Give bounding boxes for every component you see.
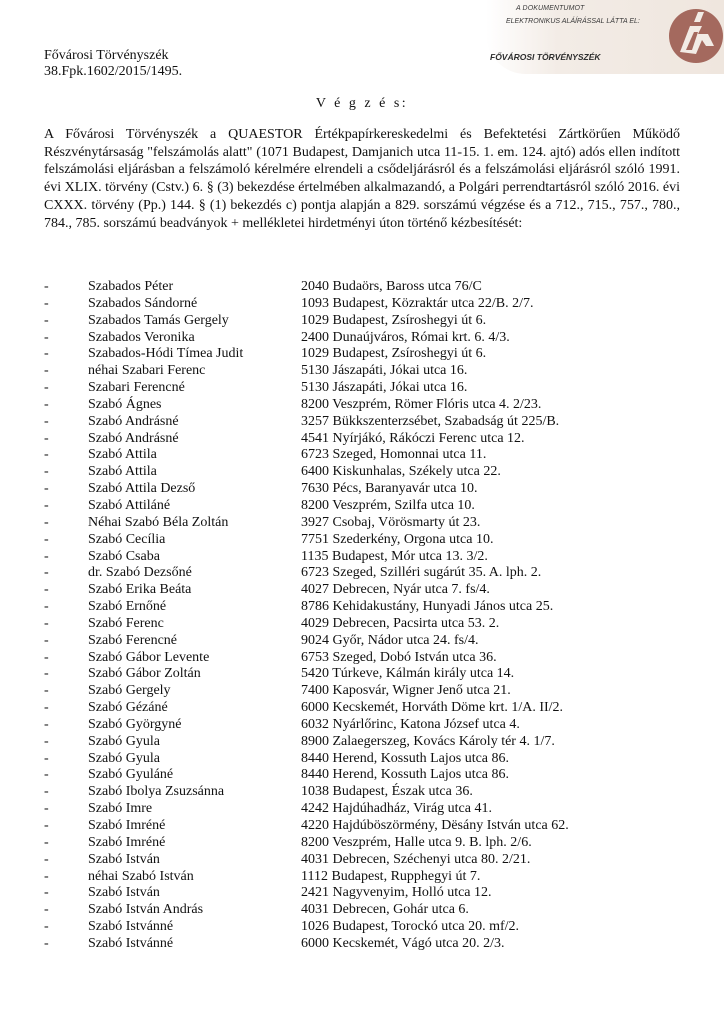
- recipient-address: 7400 Kaposvár, Wigner Jenő utca 21.: [301, 683, 511, 699]
- list-item: [44, 565, 684, 582]
- list-item: [44, 633, 684, 650]
- recipient-address: 2040 Budaörs, Baross utca 76/C: [301, 279, 482, 294]
- stamp-text-line2: ELEKTRONIKUS ALÁÍRÁSSAL LÁTTA EL:: [506, 18, 640, 25]
- recipient-name: Szabó Ágnes: [88, 396, 162, 412]
- list-item: [44, 363, 684, 380]
- list-item: [44, 852, 684, 869]
- recipient-name: Szabó Erika Beáta: [88, 582, 192, 598]
- list-bullet-dash: -: [44, 851, 49, 867]
- list-bullet-dash: -: [44, 834, 49, 850]
- recipient-name: Szabó Ferenc: [88, 615, 164, 631]
- list-item: [44, 869, 684, 886]
- order-body-paragraph: A Fővárosi Törvényszék a QUAESTOR Értékpapírkereskedelmi és Befektetési Zártkörűen Működő Részvénytársaság "felszámolás alatt" (1071 Budapest, Damjanich utca 11-15. 1. em. 124. ajtó) adós ellen indított felszámolási eljárásban a felszámoló kérelmére elrendeli a csődeljárásról és a felszámolási eljárásról szóló 1991. évi XLIX. törvény (Cstv.) 6. § (3) bekezdése értelmében alkalmazandó, a Polgári perrendtartásról szóló 2016. évi CXXX. törvény (Pp.) 144. § (1) bekezdés c) pontja alapján a 829. sorszámú végzése és a 712., 715., 757., 780., 784., 785. sorszámú beadványok + mellékletei hirdetményi úton történő kézbesítését:: [44, 127, 680, 231]
- list-bullet-dash: -: [44, 700, 49, 716]
- recipient-address: 1026 Budapest, Torockó utca 20. mf/2.: [301, 919, 520, 935]
- recipient-address: 4029 Debrecen, Pacsirta utca 53. 2.: [301, 615, 500, 631]
- list-item: [44, 784, 684, 801]
- recipient-address: 4031 Debrecen, Gohár utca 6.: [301, 902, 469, 918]
- list-item: [44, 532, 684, 549]
- recipient-address: 2421 Nagyvenyim, Holló utca 12.: [301, 885, 492, 901]
- list-bullet-dash: -: [44, 565, 49, 581]
- list-bullet-dash: -: [44, 430, 49, 446]
- list-bullet-dash: -: [44, 649, 49, 665]
- list-bullet-dash: -: [44, 733, 49, 749]
- recipient-name: Szabó Imre: [88, 801, 153, 817]
- recipient-address: 6032 Nyárlőrinc, Katona József utca 4.: [301, 716, 520, 732]
- list-bullet-dash: -: [44, 396, 49, 412]
- list-bullet-dash: -: [44, 666, 49, 682]
- list-bullet-dash: -: [44, 464, 49, 480]
- list-item: [44, 919, 684, 936]
- recipient-address: 5420 Túrkeve, Kálmán király utca 14.: [301, 666, 515, 682]
- recipient-address: 6400 Kiskunhalas, Székely utca 22.: [301, 464, 501, 480]
- recipient-name: Szabó Istvánné: [88, 935, 174, 951]
- list-bullet-dash: -: [44, 279, 49, 294]
- recipient-address: 1093 Budapest, Közraktár utca 22/B. 2/7.: [301, 295, 534, 311]
- recipient-name: néhai Szabari Ferenc: [88, 363, 206, 379]
- recipient-address: 6753 Szeged, Dobó István utca 36.: [301, 649, 497, 665]
- recipient-name: Szabó Attila: [88, 447, 157, 463]
- recipient-address: 4220 Hajdúböszörmény, Dësány István utca 62.: [301, 818, 569, 833]
- list-bullet-dash: -: [44, 902, 49, 918]
- list-item: [44, 397, 684, 414]
- list-item: [44, 734, 684, 751]
- recipient-list: [44, 279, 684, 953]
- recipient-address: 8786 Kehidakustány, Hunyadi János utca 25.: [301, 599, 554, 615]
- document-header: [44, 48, 182, 80]
- court-name: Fővárosi Törvényszék: [44, 48, 169, 63]
- recipient-name: Szabó Gyuláné: [88, 767, 174, 783]
- list-bullet-dash: -: [44, 935, 49, 951]
- recipient-address: 1029 Budapest, Zsíroshegyi út 6.: [301, 312, 487, 328]
- list-item: [44, 666, 684, 683]
- list-bullet-dash: -: [44, 497, 49, 513]
- recipient-name: Szabó Cecília: [88, 531, 166, 547]
- list-bullet-dash: -: [44, 818, 49, 833]
- list-item: [44, 464, 684, 481]
- recipient-address: 4242 Hajdúhadház, Virág utca 41.: [301, 801, 492, 817]
- recipient-name: Szabados Tamás Gergely: [88, 312, 229, 328]
- recipient-address: 6000 Kecskemét, Horváth Döme krt. 1/A. II/2.: [301, 700, 564, 716]
- recipient-name: Szabó István: [88, 885, 160, 901]
- stamp-text-line1: A DOKUMENTUMOT: [516, 5, 585, 12]
- case-number: 38.Fpk.1602/2015/1495.: [44, 64, 183, 79]
- list-bullet-dash: -: [44, 632, 49, 648]
- recipient-address: 8200 Veszprém, Halle utca 9. B. lph. 2/6.: [301, 834, 532, 850]
- list-item: [44, 296, 684, 313]
- recipient-name: Szabó Györgyné: [88, 716, 182, 732]
- recipient-name: Szabó Attila: [88, 464, 157, 480]
- list-bullet-dash: -: [44, 413, 49, 429]
- list-bullet-dash: -: [44, 784, 49, 800]
- recipient-name: Szabó Gyula: [88, 733, 160, 749]
- list-bullet-dash: -: [44, 582, 49, 598]
- recipient-name: Szabó Csaba: [88, 548, 160, 564]
- recipient-name: Szabó Gábor Zoltán: [88, 666, 201, 682]
- list-item: [44, 279, 684, 296]
- list-bullet-dash: -: [44, 919, 49, 935]
- list-item: [44, 481, 684, 498]
- list-bullet-dash: -: [44, 548, 49, 564]
- list-bullet-dash: -: [44, 683, 49, 699]
- stamp-court-name: FŐVÁROSI TÖRVÉNYSZÉK: [490, 52, 601, 62]
- list-bullet-dash: -: [44, 312, 49, 328]
- recipient-address: 7751 Szederkény, Orgona utca 10.: [301, 531, 494, 547]
- list-item: [44, 902, 684, 919]
- recipient-address: 6723 Szeged, Szilléri sugárút 35. A. lph. 2.: [301, 565, 542, 581]
- recipient-address: 6000 Kecskemét, Vágó utca 20. 2/3.: [301, 935, 505, 951]
- recipient-address: 1135 Budapest, Mór utca 13. 3/2.: [301, 548, 488, 564]
- recipient-name: Szabó Gábor Levente: [88, 649, 210, 665]
- list-item: [44, 380, 684, 397]
- list-bullet-dash: -: [44, 885, 49, 901]
- recipient-name: Szabó Imréné: [88, 834, 166, 850]
- recipient-address: 8440 Herend, Kossuth Lajos utca 86.: [301, 750, 510, 766]
- recipient-address: 3257 Bükkszenterzsébet, Szabadság út 225/B.: [301, 413, 560, 429]
- list-item: [44, 818, 684, 835]
- recipient-address: 4541 Nyírjákó, Rákóczi Ferenc utca 12.: [301, 430, 525, 446]
- list-bullet-dash: -: [44, 750, 49, 766]
- list-bullet-dash: -: [44, 615, 49, 631]
- court-logo-icon: [668, 8, 724, 64]
- list-bullet-dash: -: [44, 447, 49, 463]
- list-item: [44, 582, 684, 599]
- list-bullet-dash: -: [44, 531, 49, 547]
- document-title: V é g z é s:: [315, 96, 409, 111]
- recipient-name: Szabari Ferencné: [88, 380, 185, 396]
- list-item: [44, 515, 684, 532]
- recipient-address: 5130 Jászapáti, Jókai utca 16.: [301, 363, 468, 379]
- recipient-address: 9024 Győr, Nádor utca 24. fs/4.: [301, 632, 479, 648]
- recipient-name: Szabados Sándorné: [88, 295, 198, 311]
- list-item: [44, 717, 684, 734]
- list-bullet-dash: -: [44, 481, 49, 497]
- recipient-address: 6723 Szeged, Homonnai utca 11.: [301, 447, 487, 463]
- list-item: [44, 683, 684, 700]
- list-item: [44, 700, 684, 717]
- recipient-name: Szabó Attila Dezső: [88, 481, 196, 497]
- list-item: [44, 431, 684, 448]
- recipient-name: Szabó Gézáné: [88, 700, 168, 716]
- recipient-address: 8200 Veszprém, Römer Flóris utca 4. 2/23.: [301, 396, 542, 412]
- list-item: [44, 330, 684, 347]
- list-bullet-dash: -: [44, 329, 49, 345]
- list-item: [44, 346, 684, 363]
- recipient-name: Szabó Istvánné: [88, 919, 174, 935]
- recipient-address: 3927 Csobaj, Vörösmarty út 23.: [301, 514, 481, 530]
- recipient-name: Szabó Gergely: [88, 683, 171, 699]
- list-item: [44, 767, 684, 784]
- recipient-address: 4027 Debrecen, Nyár utca 7. fs/4.: [301, 582, 490, 598]
- recipient-name: Néhai Szabó Béla Zoltán: [88, 514, 229, 530]
- list-item: [44, 313, 684, 330]
- recipient-address: 8440 Herend, Kossuth Lajos utca 86.: [301, 767, 510, 783]
- list-item: [44, 549, 684, 566]
- recipient-address: 8200 Veszprém, Szilfa utca 10.: [301, 497, 475, 513]
- recipient-name: Szabó István: [88, 851, 160, 867]
- recipient-name: dr. Szabó Dezsőné: [88, 565, 192, 581]
- recipient-name: néhai Szabó István: [88, 868, 194, 884]
- list-item: [44, 599, 684, 616]
- recipient-address: 4031 Debrecen, Széchenyi utca 80. 2/21.: [301, 851, 531, 867]
- list-bullet-dash: -: [44, 599, 49, 615]
- recipient-address: 5130 Jászapáti, Jókai utca 16.: [301, 380, 468, 396]
- recipient-address: 2400 Dunaújváros, Római krt. 6. 4/3.: [301, 329, 510, 345]
- list-bullet-dash: -: [44, 346, 49, 362]
- recipient-name: Szabados Péter: [88, 279, 174, 294]
- recipient-name: Szabó Ferencné: [88, 632, 178, 648]
- recipient-name: Szabó Imréné: [88, 818, 166, 833]
- list-bullet-dash: -: [44, 767, 49, 783]
- electronic-signature-stamp: [486, 0, 724, 78]
- list-item: [44, 447, 684, 464]
- list-bullet-dash: -: [44, 295, 49, 311]
- list-item: [44, 498, 684, 515]
- list-item: [44, 616, 684, 633]
- list-bullet-dash: -: [44, 868, 49, 884]
- recipient-name: Szabó Ernőné: [88, 599, 167, 615]
- recipient-name: Szabó Gyula: [88, 750, 160, 766]
- list-item: [44, 936, 684, 953]
- recipient-name: Szabó Andrásné: [88, 413, 179, 429]
- recipient-address: 1038 Budapest, Észak utca 36.: [301, 784, 473, 800]
- recipient-name: Szabó Andrásné: [88, 430, 179, 446]
- recipient-address: 7630 Pécs, Baranyavár utca 10.: [301, 481, 478, 497]
- recipient-name: Szabó Ibolya Zsuzsánna: [88, 784, 225, 800]
- list-bullet-dash: -: [44, 380, 49, 396]
- list-item: [44, 650, 684, 667]
- list-item: [44, 885, 684, 902]
- list-bullet-dash: -: [44, 363, 49, 379]
- recipient-address: 1112 Budapest, Rupphegyi út 7.: [301, 868, 481, 884]
- recipient-name: Szabó Attiláné: [88, 497, 171, 513]
- recipient-address: 1029 Budapest, Zsíroshegyi út 6.: [301, 346, 487, 362]
- list-bullet-dash: -: [44, 801, 49, 817]
- recipient-address: 8900 Zalaegerszeg, Kovács Károly tér 4. 1/7.: [301, 733, 555, 749]
- recipient-name: Szabados Veronika: [88, 329, 195, 345]
- recipient-name: Szabados-Hódi Tímea Judit: [88, 346, 244, 362]
- list-bullet-dash: -: [44, 514, 49, 530]
- recipient-name: Szabó István András: [88, 902, 204, 918]
- list-item: [44, 835, 684, 852]
- list-item: [44, 751, 684, 768]
- list-item: [44, 801, 684, 818]
- list-item: [44, 414, 684, 431]
- list-bullet-dash: -: [44, 716, 49, 732]
